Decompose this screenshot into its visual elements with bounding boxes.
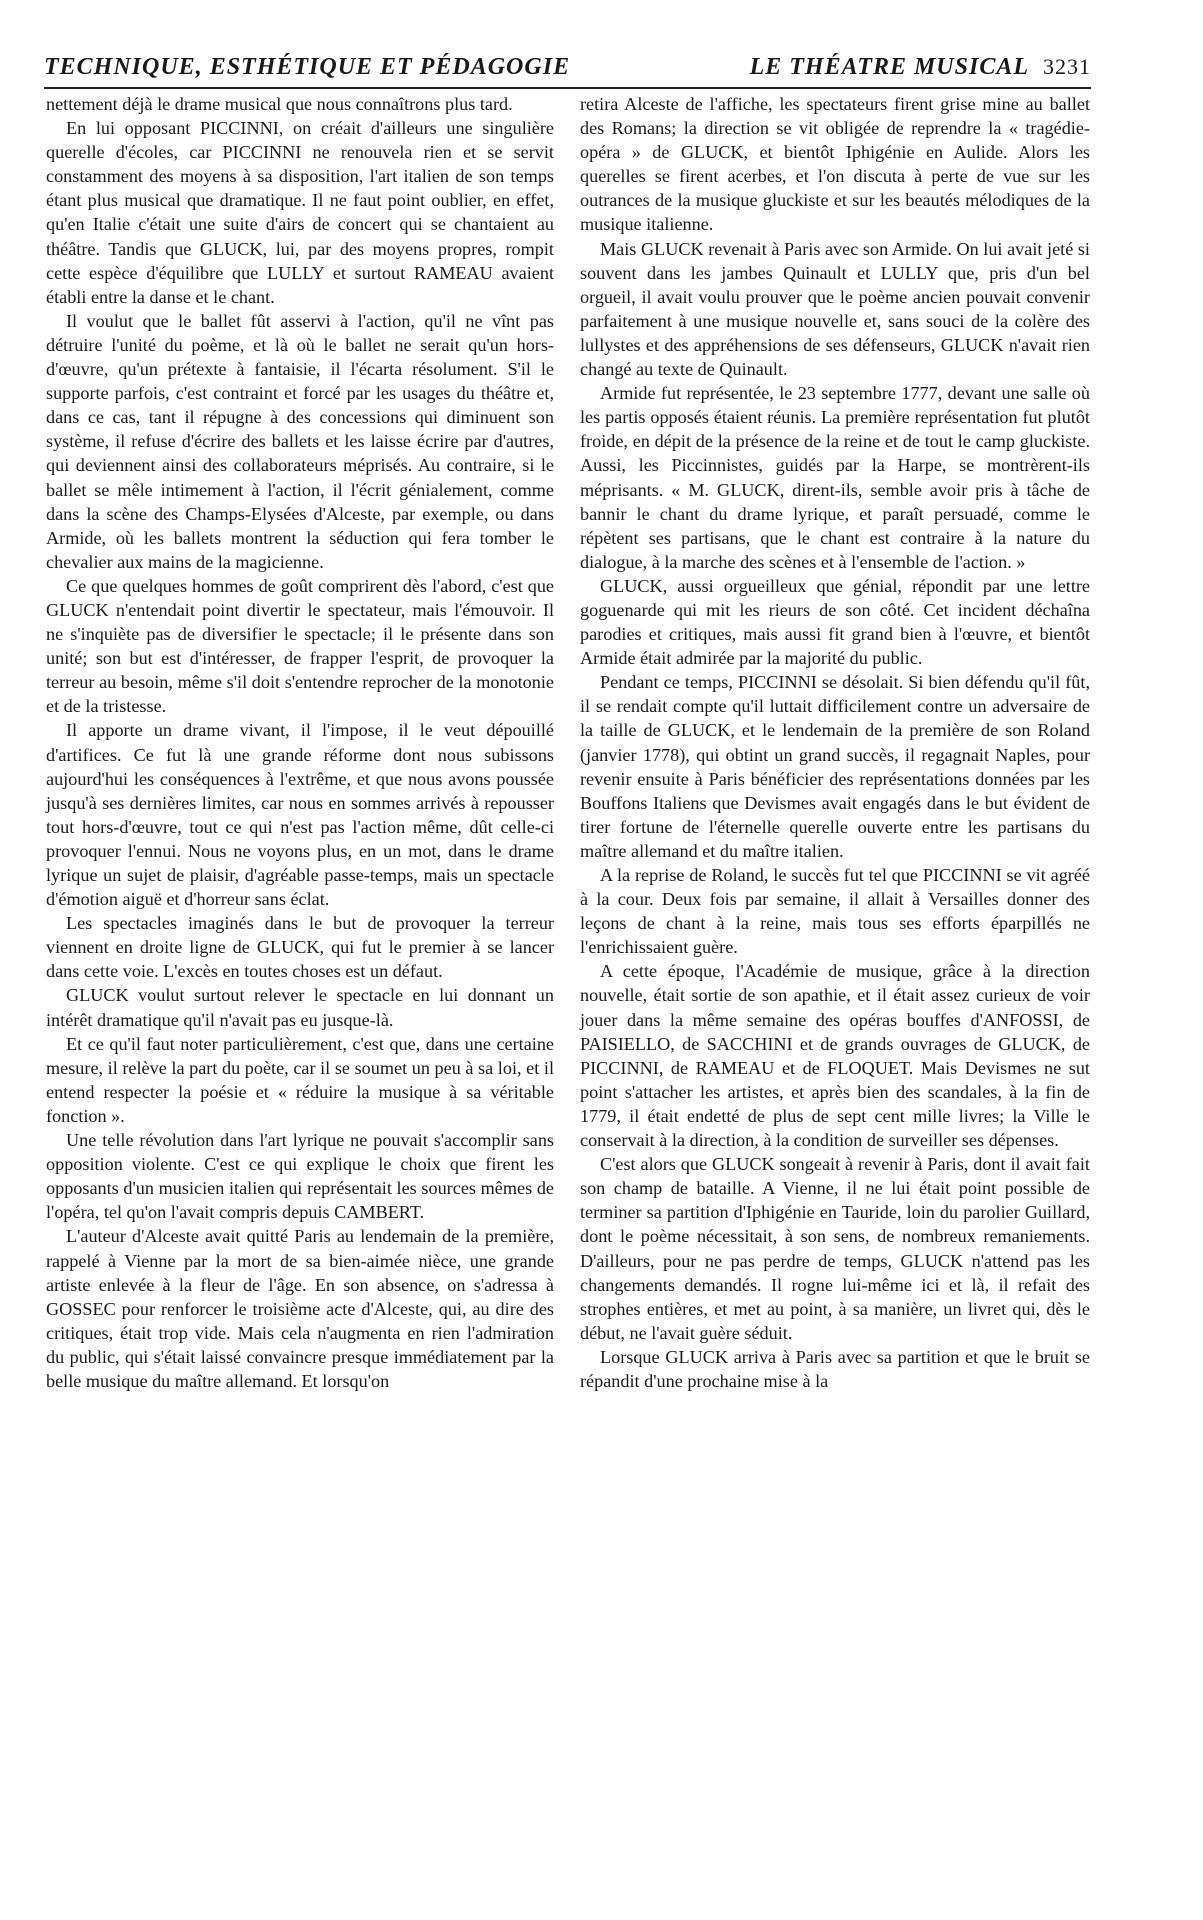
paragraph: Mais GLUCK revenait à Paris avec son Armide. On lui avait jeté si souvent dans les jambes Quinault et LULLY que, pris d'un bel orgueil, il avait voulu prouver que le poème ancien pouvait convenir parfaitement à une musique nouvelle et, sans souci de la colère des lullystes et des appréhensions de ses défenseurs, GLUCK n'avait rien changé au texte de Quinault. bbox=[580, 238, 1090, 380]
paragraph: GLUCK voulut surtout relever le spectacle en lui donnant un intérêt dramatique qu'il n'avait pas eu jusque-là. bbox=[46, 985, 554, 1030]
page-number: 3231 bbox=[1043, 54, 1091, 79]
section-title: TECHNIQUE, ESTHÉTIQUE ET PÉDAGOGIE bbox=[44, 54, 571, 80]
paragraph: En lui opposant PICCINNI, on créait d'ailleurs une singulière querelle d'écoles, car PICCINNI ne renouvela rien et se servit constamment des moyens à sa disposition, l'art italien de son temps étant plus musical que dramatique. Il ne faut point oublier, en effet, qu'en Italie c'était une suite d'airs de concert qui se chantaient au théâtre. Tandis que GLUCK, lui, par des moyens propres, rompit cette espèce d'équilibre que LULLY et surtout RAMEAU avaient établi entre la danse et le chant. bbox=[46, 118, 554, 307]
paragraph: nettement déjà le drame musical que nous connaîtrons plus tard. bbox=[46, 94, 513, 114]
paragraph: C'est alors que GLUCK songeait à revenir à Paris, dont il avait fait son champ de bataille. A Vienne, il ne lui était point possible de terminer sa partition d'Iphigénie en Tauride, loin du parolier Guillard, dont le poème nécessitait, à son sens, de nombreux remaniements. D'ailleurs, pour ne pas perdre de temps, GLUCK n'attend pas les changements demandés. Il rogne lui-même ici et là, il refait des strophes entières, et met au point, à sa manière, un livret qui, dès le début, ne l'avait guère séduit. bbox=[580, 1154, 1090, 1343]
paragraph: Il voulut que le ballet fût asservi à l'action, qu'il ne vînt pas détruire l'unité du poème, et là où le ballet ne serait qu'un hors-d'œuvre, qu'un prétexte à fantaisie, il l'écarta résolument. S'il le supporte parfois, c'est contraint et forcé par les usages du théâtre et, dans ce cas, tant il répugne à des concessions qui diminuent son système, il refuse d'écrire des ballets et les laisse écrire par d'autres, qui deviennent ainsi des collaborateurs méprisés. Au contraire, si le ballet se mêle intimement à l'action, il l'écrit génialement, comme dans la scène des Champs-Elysées d'Alceste, par exemple, ou dans Armide, où les ballets montrent la séduction qui fera tomber le chevalier aux mains de la magicienne. bbox=[46, 310, 554, 572]
paragraph: Pendant ce temps, PICCINNI se désolait. Si bien défendu qu'il fût, il se rendait compte qu'il luttait difficilement contre un adversaire de la taille de GLUCK, et le lendemain de la première de son Roland (janvier 1778), qui obtint un grand succès, il regagnait Naples, pour revenir ensuite à Paris bénéficier des représentations données par les Bouffons Italiens que Devismes avait engagés dans le but évident de tirer fortune de l'éternelle querelle ouverte entre les partisans du maître allemand et du maître italien. bbox=[580, 672, 1090, 861]
paragraph: Lorsque GLUCK arriva à Paris avec sa partition et que le bruit se répandit d'une prochaine mise à la bbox=[580, 1346, 1090, 1391]
paragraph: A cette époque, l'Académie de musique, grâce à la direction nouvelle, était sortie de son apathie, et il était assez curieux de voir jouer dans la même semaine des opéras bouffes d'ANFOSSI, de PAISIELLO, de SACCHINI et de grands ouvrages de GLUCK, de PICCINNI, de RAMEAU et de FLOQUET. Mais Devismes ne sut point s'attacher les artistes, et après bien des scandales, à la fin de 1779, il était endetté de plus de sept cent mille livres; la Ville le conservait à la direction, à la condition de surveiller ses dépenses. bbox=[580, 961, 1090, 1151]
journal-title: LE THÉATRE MUSICAL bbox=[749, 54, 1029, 80]
right-column bbox=[580, 92, 1090, 1393]
running-header bbox=[44, 54, 1091, 89]
paragraph: GLUCK, aussi orgueilleux que génial, répondit par une lettre goguenarde qui mit les rieurs de son côté. Cet incident déchaîna parodies et critiques, mais aussi fit grand bien à l'œuvre, et bientôt Armide était admirée par la majorité du public. bbox=[580, 575, 1090, 669]
paragraph: Une telle révolution dans l'art lyrique ne pouvait s'accomplir sans opposition violente. C'est ce qui explique le choix que firent les opposants d'un musicien italien qui représentait les sources mêmes de l'opéra, tel qu'on l'avait compris depuis CAMBERT. bbox=[46, 1130, 554, 1223]
paragraph: Les spectacles imaginés dans le but de provoquer la terreur viennent en droite ligne de GLUCK, qui fut le premier à se lancer dans cette voie. L'excès en toutes choses est un défaut. bbox=[46, 913, 554, 982]
paragraph: Et ce qu'il faut noter particulièrement, c'est que, dans une certaine mesure, il relève la part du poète, car il se soumet un peu à sa loi, et il entend respecter la poésie et « réduire la musique à sa véritable fonction ». bbox=[46, 1033, 554, 1126]
paragraph: A la reprise de Roland, le succès fut tel que PICCINNI se vit agréé à la cour. Deux fois par semaine, il allait à Versailles donner des leçons de chant à la reine, mais tous ses efforts éparpillés ne l'enrichissaient guère. bbox=[580, 865, 1090, 958]
paragraph: Ce que quelques hommes de goût comprirent dès l'abord, c'est que GLUCK n'entendait point divertir le spectateur, mais l'émouvoir. Il ne s'inquiète pas de diversifier le spectacle; il le présente dans son unité; son but est d'intéresser, de frapper l'esprit, de provoquer la terreur au besoin, même s'il doit s'entendre reprocher de la monotonie et de la tristesse. bbox=[46, 575, 554, 717]
left-column bbox=[46, 92, 554, 1393]
paragraph: Il apporte un drame vivant, il l'impose, il le veut dépouillé d'artifices. Ce fut là une grande réforme dont nous subissons aujourd'hui les conséquences à l'extrême, et que nous avons poussée jusqu'à ses dernières limites, car nous en sommes arrivés à repousser tout hors-d'œuvre, tout ce qui n'est pas l'action même, dût celle-ci provoquer l'ennui. Nous ne voyons plus, en un mot, dans le drame lyrique un sujet de plaisir, d'agréable passe-temps, mais un spectacle d'émotion aiguë et d'horreur sans éclat. bbox=[46, 720, 554, 910]
paragraph: retira Alceste de l'affiche, les spectateurs firent grise mine au ballet des Romans; la direction se vit obligée de reprendre la « tragédie-opéra » de GLUCK, et bientôt Iphigénie en Aulide. Alors les querelles se firent acerbes, et l'on discuta à perte de vue sur les outrances de la musique gluckiste et sur les beautés mélodiques de la musique italienne. bbox=[580, 94, 1090, 235]
paragraph: L'auteur d'Alceste avait quitté Paris au lendemain de la première, rappelé à Vienne par la mort de sa bien-aimée nièce, une grande artiste enlevée à la fleur de l'âge. En son absence, on s'adressa à GOSSEC pour renforcer le troisième acte d'Alceste, qui, au dire des critiques, était trop vide. Mais cela n'augmenta en rien l'admiration du public, qui s'était laissé convaincre presque immédiatement par la belle musique du maître allemand. Et lorsqu'on bbox=[46, 1226, 554, 1391]
paragraph: Armide fut représentée, le 23 septembre 1777, devant une salle où les partis opposés étaient réunis. La première représentation fut plutôt froide, en dépit de la présence de la reine et de tout le camp gluckiste. Aussi, les Piccinnistes, guidés par la Harpe, se montrèrent-ils méprisants. « M. GLUCK, dirent-ils, semble avoir pris à tâche de bannir le chant du drame lyrique, et paraît persuadé, comme le répètent ses partisans, que le chant est contraire à la nature du dialogue, à la marche des scènes et à l'ensemble de l'action. » bbox=[580, 383, 1090, 572]
